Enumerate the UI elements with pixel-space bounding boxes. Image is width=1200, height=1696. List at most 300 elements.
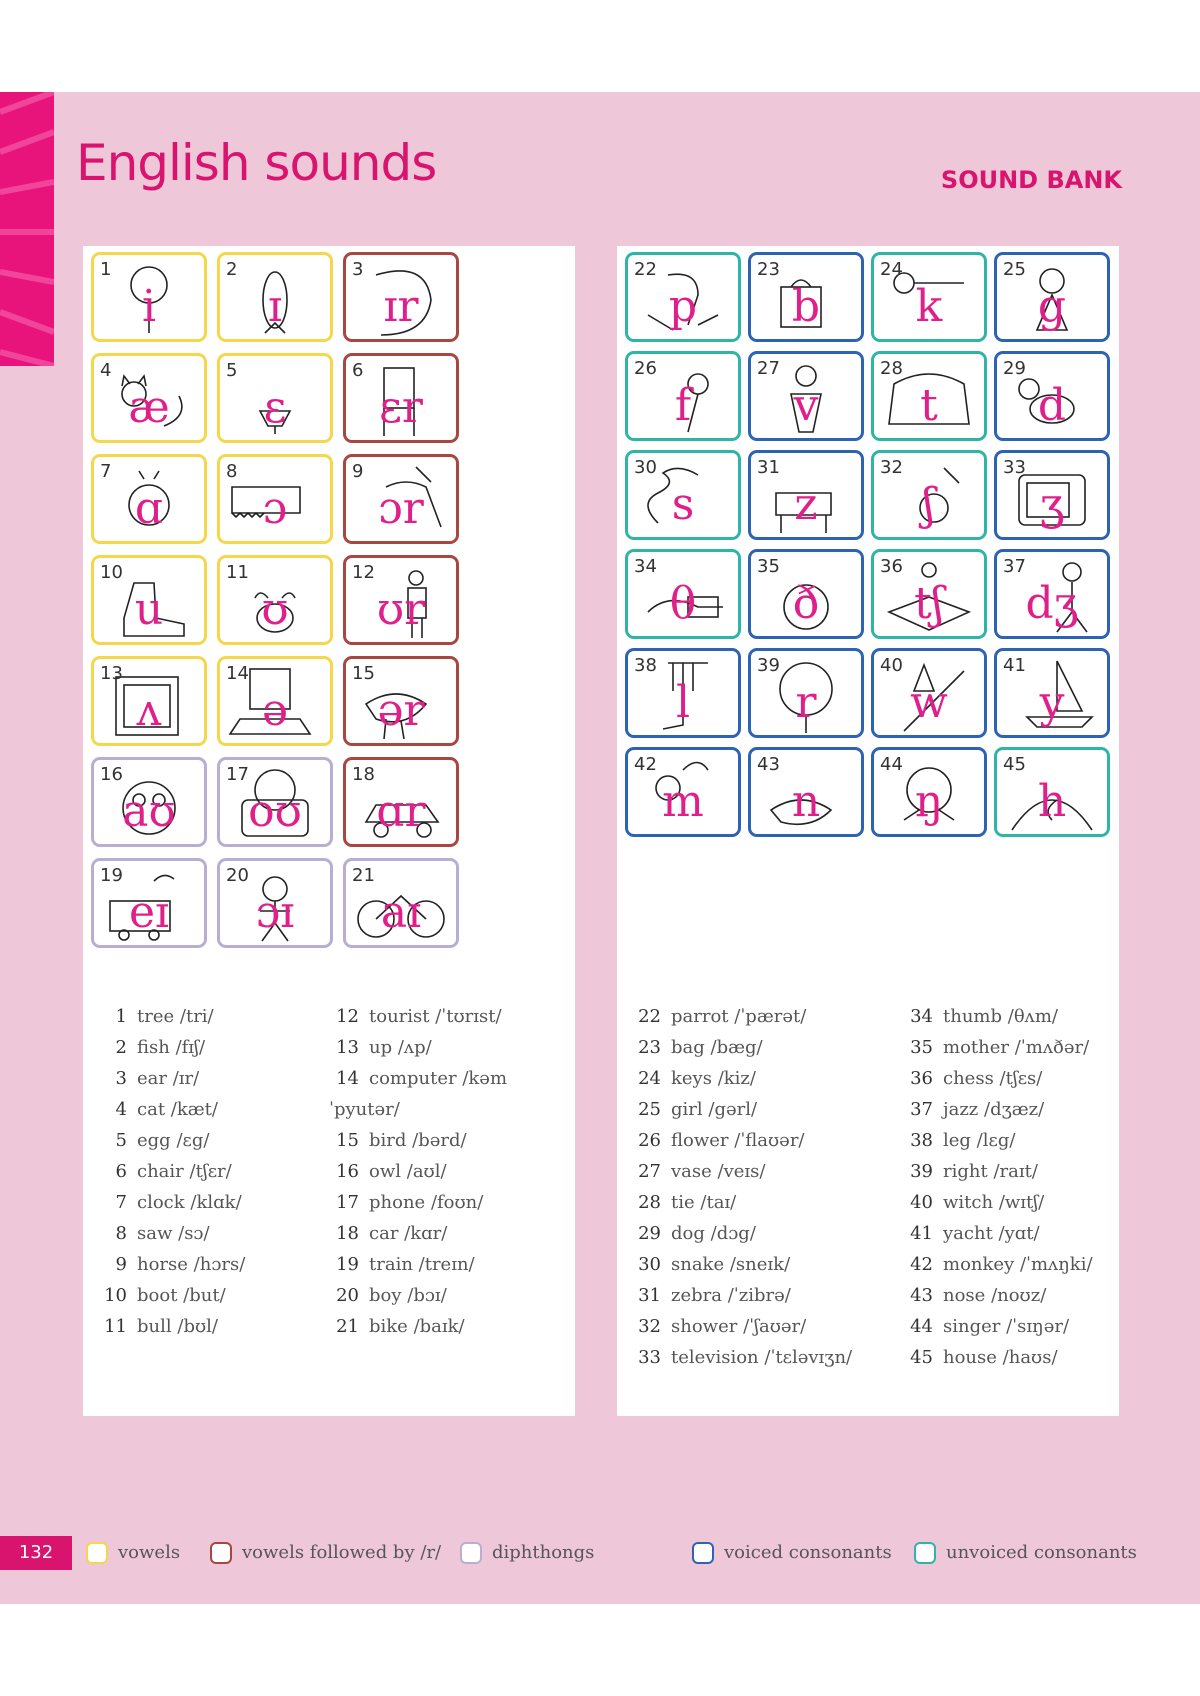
phonetic-symbol: l [675, 677, 691, 728]
entry-pronunciation: /noʊz/ [991, 1285, 1047, 1306]
entry-pronunciation: /ˈsɪŋər/ [1006, 1316, 1070, 1337]
sound-tile [994, 351, 1110, 441]
entry-number: 43 [910, 1285, 933, 1306]
word-entry [903, 1032, 1093, 1063]
entry-pronunciation: /foʊn/ [430, 1192, 484, 1213]
sound-tile [871, 351, 987, 441]
word-entry [97, 1249, 245, 1280]
sound-number: 10 [100, 562, 123, 583]
sound-tile [91, 656, 207, 746]
sound-number: 33 [1003, 457, 1026, 478]
word-entry [329, 1125, 575, 1156]
word-entry [631, 1187, 852, 1218]
phonetic-symbol: m [662, 776, 704, 827]
entry-word: mother [943, 1037, 1009, 1058]
word-entry [903, 1311, 1093, 1342]
phonetic-symbol: ŋ [914, 776, 944, 827]
sound-number: 40 [880, 655, 903, 676]
entry-pronunciation: /gərl/ [708, 1099, 758, 1120]
phonetic-symbol: ɛ [263, 382, 287, 433]
sound-tile [343, 757, 459, 847]
entry-number: 1 [115, 1006, 127, 1027]
entry-number: 3 [115, 1068, 127, 1089]
sound-number: 25 [1003, 259, 1026, 280]
entry-word: bird [369, 1130, 407, 1151]
entry-word: car [369, 1223, 399, 1244]
sound-tile [91, 858, 207, 948]
entry-pronunciation: /baɪk/ [413, 1316, 465, 1337]
sound-number: 44 [880, 754, 903, 775]
sound-tile [625, 450, 741, 540]
sound-tile [871, 648, 987, 738]
phonetic-symbol: ɑr [376, 786, 426, 837]
entry-pronunciation: /ˈmʌŋki/ [1019, 1254, 1093, 1275]
word-entry [329, 1311, 575, 1342]
legend-swatch [86, 1542, 108, 1564]
word-entry [903, 1156, 1093, 1187]
entry-pronunciation: /bərd/ [412, 1130, 467, 1151]
entry-number: 9 [115, 1254, 127, 1275]
entry-word: singer [943, 1316, 1001, 1337]
entry-word: girl [671, 1099, 703, 1120]
entry-word: tie [671, 1192, 695, 1213]
word-entry [903, 1280, 1093, 1311]
entry-pronunciation: /ˈʃaʊər/ [743, 1316, 807, 1337]
entry-number: 34 [910, 1006, 933, 1027]
word-entry [97, 1001, 245, 1032]
entry-number: 39 [910, 1161, 933, 1182]
phonetic-symbol: aʊ [122, 786, 176, 837]
phonetic-symbol: ð [792, 578, 820, 629]
sound-number: 18 [352, 764, 375, 785]
word-entry [329, 1032, 575, 1063]
phonetic-symbol: ɔ [262, 483, 288, 534]
entry-word: shower [671, 1316, 738, 1337]
word-entry [97, 1218, 245, 1249]
sound-tile [748, 252, 864, 342]
sound-number: 22 [634, 259, 657, 280]
entry-number: 20 [336, 1285, 359, 1306]
entry-number: 4 [115, 1099, 127, 1120]
vowel-panel [83, 246, 575, 1416]
entry-number: 26 [638, 1130, 661, 1151]
entry-pronunciation: /tʃɛr/ [189, 1161, 232, 1182]
word-list-column-3 [631, 1001, 852, 1373]
sound-number: 14 [226, 663, 249, 684]
phonetic-symbol: ɔɪ [255, 887, 295, 938]
sound-tile [343, 454, 459, 544]
legend-swatch [692, 1542, 714, 1564]
sound-number: 6 [352, 360, 364, 381]
entry-word: yacht [943, 1223, 993, 1244]
entry-number: 5 [115, 1130, 127, 1151]
sound-number: 7 [100, 461, 112, 482]
legend-label: diphthongs [492, 1542, 595, 1563]
entry-number: 42 [910, 1254, 933, 1275]
entry-word: dog [671, 1223, 705, 1244]
word-entry [631, 1342, 852, 1373]
entry-pronunciation: /tri/ [179, 1006, 214, 1027]
entry-pronunciation: /ˈmʌðər/ [1014, 1037, 1090, 1058]
entry-word: monkey [943, 1254, 1015, 1275]
entry-number: 35 [910, 1037, 933, 1058]
entry-pronunciation: /bʊl/ [177, 1316, 218, 1337]
entry-word: jazz [943, 1099, 979, 1120]
phonetic-symbol: θ [669, 578, 697, 629]
entry-pronunciation: /yɑt/ [998, 1223, 1040, 1244]
word-entry [903, 1187, 1093, 1218]
entry-number: 7 [115, 1192, 127, 1213]
word-entry [631, 1125, 852, 1156]
legend-item [460, 1540, 594, 1566]
entry-number: 24 [638, 1068, 661, 1089]
sound-tile [217, 555, 333, 645]
sound-number: 31 [757, 457, 780, 478]
entry-word: parrot [671, 1006, 729, 1027]
entry-number: 10 [104, 1285, 127, 1306]
entry-pronunciation: /ˈtʊrɪst/ [435, 1006, 502, 1027]
entry-number: 44 [910, 1316, 933, 1337]
entry-pronunciation: /ˈzibrə/ [727, 1285, 791, 1306]
sound-number: 45 [1003, 754, 1026, 775]
phonetic-symbol: v [793, 380, 819, 431]
sound-number: 3 [352, 259, 364, 280]
word-entry [631, 1249, 852, 1280]
entry-word: witch [943, 1192, 994, 1213]
sound-number: 39 [757, 655, 780, 676]
entry-number: 32 [638, 1316, 661, 1337]
sound-number: 8 [226, 461, 238, 482]
entry-word: tree [137, 1006, 175, 1027]
entry-number: 25 [638, 1099, 661, 1120]
word-entry [329, 1156, 575, 1187]
phonetic-symbol: h [1037, 776, 1067, 827]
entry-pronunciation: /but/ [183, 1285, 226, 1306]
phonetic-symbol: u [134, 584, 164, 635]
sound-number: 20 [226, 865, 249, 886]
phonetic-symbol: p [668, 281, 698, 332]
phonetic-symbol: ər [377, 685, 425, 736]
entry-pronunciation: /sneɪk/ [729, 1254, 791, 1275]
phonetic-symbol: d [1037, 380, 1067, 431]
sound-tile [91, 252, 207, 342]
sound-tile [748, 351, 864, 441]
entry-pronunciation: /ˈflaʊər/ [734, 1130, 805, 1151]
word-entry [97, 1063, 245, 1094]
sound-number: 43 [757, 754, 780, 775]
entry-pronunciation: /ʌp/ [397, 1037, 432, 1058]
word-entry [631, 1311, 852, 1342]
sound-tile [91, 757, 207, 847]
sound-number: 29 [1003, 358, 1026, 379]
sound-tile [343, 656, 459, 746]
word-list-column-2 [329, 1001, 575, 1342]
entry-number: 6 [115, 1161, 127, 1182]
entry-word: chair [137, 1161, 184, 1182]
entry-word: leg [943, 1130, 971, 1151]
sound-tile [217, 656, 333, 746]
entry-number: 16 [336, 1161, 359, 1182]
sound-tile [625, 648, 741, 738]
sound-tile [748, 648, 864, 738]
word-entry [97, 1311, 245, 1342]
sound-number: 38 [634, 655, 657, 676]
entry-pronunciation: /hɔrs/ [193, 1254, 246, 1275]
phonetic-symbol: i [141, 281, 157, 332]
phonetic-symbol: s [671, 479, 695, 530]
entry-word: nose [943, 1285, 986, 1306]
entry-word: house [943, 1347, 997, 1368]
word-entry [329, 1063, 575, 1125]
phonetic-symbol: n [791, 776, 821, 827]
phonetic-symbol: b [791, 281, 821, 332]
phonetic-symbol: æ [128, 382, 170, 433]
sound-tile [217, 454, 333, 544]
word-entry [903, 1001, 1093, 1032]
word-entry [329, 1218, 575, 1249]
entry-word: cat [137, 1099, 166, 1120]
entry-word: clock [137, 1192, 185, 1213]
entry-number: 29 [638, 1223, 661, 1244]
sound-number: 35 [757, 556, 780, 577]
sound-tile [625, 747, 741, 837]
word-entry [903, 1094, 1093, 1125]
entry-number: 45 [910, 1347, 933, 1368]
sound-tile [343, 252, 459, 342]
legend-label: vowels [118, 1542, 181, 1563]
legend-label: voiced consonants [724, 1542, 892, 1563]
phonetic-symbol: tʃ [914, 578, 944, 629]
entry-pronunciation: /sɔ/ [178, 1223, 210, 1244]
word-entry [631, 1218, 852, 1249]
sound-number: 41 [1003, 655, 1026, 676]
word-entry [903, 1342, 1093, 1373]
sound-tile [748, 747, 864, 837]
word-entry [903, 1218, 1093, 1249]
entry-word: chess [943, 1068, 994, 1089]
page-title: English sounds [76, 134, 437, 192]
entry-pronunciation: /dɔg/ [710, 1223, 756, 1244]
phonetic-symbol: z [794, 479, 818, 530]
entry-number: 19 [336, 1254, 359, 1275]
legend-swatch [914, 1542, 936, 1564]
sound-number: 42 [634, 754, 657, 775]
entry-word: ear [137, 1068, 167, 1089]
entry-pronunciation: /haʊs/ [1002, 1347, 1058, 1368]
entry-number: 33 [638, 1347, 661, 1368]
phonetic-symbol: ʊr [376, 584, 426, 635]
entry-number: 15 [336, 1130, 359, 1151]
sound-number: 16 [100, 764, 123, 785]
entry-number: 31 [638, 1285, 661, 1306]
word-entry [903, 1125, 1093, 1156]
entry-pronunciation: /taɪ/ [700, 1192, 737, 1213]
phonetic-symbol: dʒ [1025, 578, 1079, 629]
word-entry [631, 1001, 852, 1032]
entry-pronunciation: /aʊl/ [406, 1161, 447, 1182]
entry-word: bike [369, 1316, 408, 1337]
entry-word: train [369, 1254, 413, 1275]
entry-number: 40 [910, 1192, 933, 1213]
sound-number: 5 [226, 360, 238, 381]
entry-pronunciation: /fɪʃ/ [175, 1037, 206, 1058]
sound-tile [625, 549, 741, 639]
word-entry [329, 1280, 575, 1311]
entry-pronunciation: /ˈtɛləvɪʒn/ [764, 1347, 853, 1368]
sound-number: 17 [226, 764, 249, 785]
word-entry [329, 1249, 575, 1280]
sound-number: 21 [352, 865, 375, 886]
entry-pronunciation: /ˈpærət/ [734, 1006, 807, 1027]
sound-tile [343, 555, 459, 645]
phonetic-symbol: ʒ [1039, 479, 1065, 530]
entry-pronunciation: /treɪn/ [418, 1254, 475, 1275]
word-entry [631, 1094, 852, 1125]
sound-tile [343, 353, 459, 443]
entry-word: bag [671, 1037, 705, 1058]
entry-number: 12 [336, 1006, 359, 1027]
entry-word: television [671, 1347, 759, 1368]
word-entry [97, 1094, 245, 1125]
word-entry [631, 1280, 852, 1311]
entry-number: 2 [115, 1037, 127, 1058]
legend-item [210, 1540, 441, 1566]
entry-word: boy [369, 1285, 402, 1306]
legend-swatch [460, 1542, 482, 1564]
entry-number: 21 [336, 1316, 359, 1337]
entry-number: 41 [910, 1223, 933, 1244]
entry-word: egg [137, 1130, 171, 1151]
sound-number: 13 [100, 663, 123, 684]
entry-number: 18 [336, 1223, 359, 1244]
sound-tile [217, 757, 333, 847]
sound-tile [994, 549, 1110, 639]
word-entry [97, 1280, 245, 1311]
entry-number: 36 [910, 1068, 933, 1089]
sound-tile [994, 747, 1110, 837]
entry-pronunciation: /wɪtʃ/ [998, 1192, 1045, 1213]
entry-pronunciation: /θʌm/ [1007, 1006, 1058, 1027]
sound-tile [217, 858, 333, 948]
sound-number: 12 [352, 562, 375, 583]
phonetic-symbol: t [920, 380, 938, 431]
entry-pronunciation: /bɔɪ/ [407, 1285, 447, 1306]
entry-pronunciation: /tʃɛs/ [999, 1068, 1043, 1089]
word-entry [631, 1063, 852, 1094]
entry-pronunciation: /kæt/ [170, 1099, 218, 1120]
word-entry [329, 1001, 575, 1032]
entry-word: phone [369, 1192, 426, 1213]
entry-pronunciation: /ɛg/ [176, 1130, 210, 1151]
entry-word: computer [369, 1068, 457, 1089]
legend-label: vowels followed by /r/ [242, 1542, 442, 1563]
page-number: 132 [0, 1536, 72, 1570]
word-list-column-4 [903, 1001, 1093, 1373]
phonetic-symbol: w [910, 677, 948, 728]
sound-tile [748, 549, 864, 639]
phonetic-symbol: ɪr [383, 281, 419, 332]
sound-tile [871, 450, 987, 540]
phonetic-symbol: ɑ [134, 483, 164, 534]
entry-number: 30 [638, 1254, 661, 1275]
word-entry [631, 1156, 852, 1187]
entry-number: 37 [910, 1099, 933, 1120]
sound-number: 15 [352, 663, 375, 684]
sound-number: 2 [226, 259, 238, 280]
entry-word: right [943, 1161, 988, 1182]
entry-word: up [369, 1037, 393, 1058]
entry-number: 11 [104, 1316, 127, 1337]
entry-word: snake [671, 1254, 725, 1275]
entry-word: flower [671, 1130, 729, 1151]
entry-pronunciation: /dʒæz/ [984, 1099, 1045, 1120]
sound-number: 9 [352, 461, 364, 482]
word-entry [97, 1187, 245, 1218]
sound-tile [871, 549, 987, 639]
phonetic-symbol: ʃ [923, 479, 935, 530]
entry-pronunciation: /klɑk/ [190, 1192, 242, 1213]
entry-word: owl [369, 1161, 402, 1182]
sound-tile [994, 648, 1110, 738]
phonetic-symbol: aɪ [380, 887, 422, 938]
sound-number: 30 [634, 457, 657, 478]
entry-pronunciation: /veɪs/ [717, 1161, 766, 1182]
sound-tile [91, 555, 207, 645]
sound-number: 28 [880, 358, 903, 379]
sound-number: 24 [880, 259, 903, 280]
sound-tile [748, 450, 864, 540]
sound-number: 27 [757, 358, 780, 379]
phonetic-symbol: ɛr [379, 382, 423, 433]
entry-word: keys [671, 1068, 712, 1089]
entry-number: 8 [115, 1223, 127, 1244]
word-entry [329, 1187, 575, 1218]
entry-number: 38 [910, 1130, 933, 1151]
word-entry [903, 1249, 1093, 1280]
entry-pronunciation: /raɪt/ [993, 1161, 1038, 1182]
entry-number: 23 [638, 1037, 661, 1058]
entry-pronunciation: /bæg/ [710, 1037, 763, 1058]
sound-number: 32 [880, 457, 903, 478]
legend-item [692, 1540, 892, 1566]
phonetic-symbol: ɔr [378, 483, 424, 534]
sound-tile [871, 252, 987, 342]
entry-word: bull [137, 1316, 172, 1337]
sound-tile [91, 454, 207, 544]
sound-tile [217, 353, 333, 443]
phonetic-symbol: eɪ [128, 887, 170, 938]
legend-swatch [210, 1542, 232, 1564]
sound-number: 1 [100, 259, 112, 280]
sound-number: 19 [100, 865, 123, 886]
sound-tile [994, 252, 1110, 342]
word-entry [631, 1032, 852, 1063]
entry-pronunciation: /ɪr/ [172, 1068, 200, 1089]
phonetic-symbol: oʊ [248, 786, 302, 837]
entry-number: 17 [336, 1192, 359, 1213]
phonetic-symbol: ʊ [261, 584, 289, 635]
phonetic-symbol: y [1039, 677, 1065, 728]
sound-tile [343, 858, 459, 948]
edge-burst-decoration [0, 92, 54, 366]
sound-tile [625, 351, 741, 441]
sound-number: 34 [634, 556, 657, 577]
sound-number: 37 [1003, 556, 1026, 577]
entry-number: 14 [336, 1068, 359, 1089]
entry-number: 22 [638, 1006, 661, 1027]
legend-item [86, 1540, 180, 1566]
word-entry [97, 1032, 245, 1063]
